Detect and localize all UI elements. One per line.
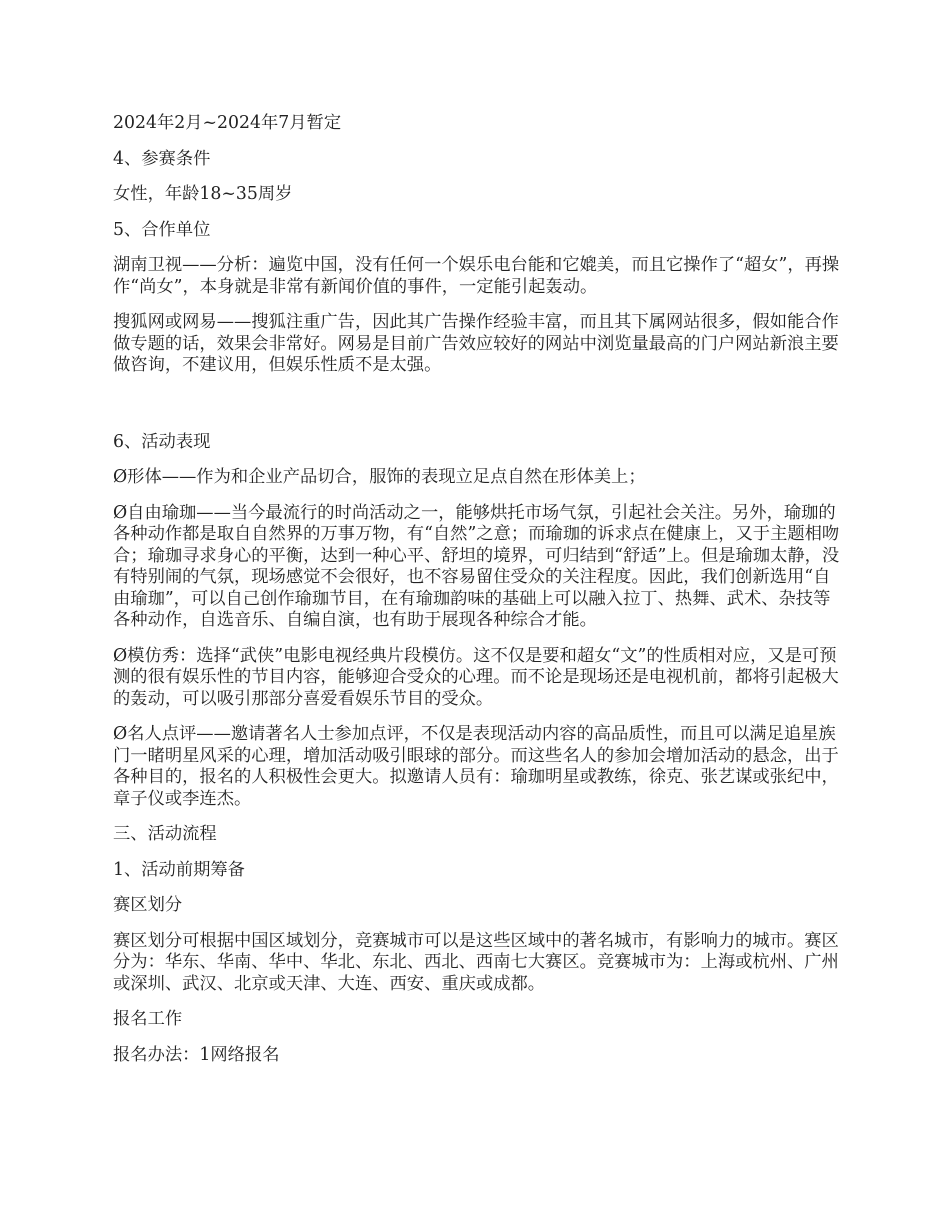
subheading-preparation: 1、活动前期筹备 bbox=[113, 859, 245, 880]
subheading-regions: 赛区划分 bbox=[113, 895, 183, 915]
section-heading-partners: 5、合作单位 bbox=[113, 219, 211, 240]
item-imitation-show: Ø模仿秀：选择“武侠”电影电视经典片段模仿。这不仅是要和超女“文”的性质相对应，又是可预测的很有娱乐性的节目内容，能够迎合受众的心理。而不论是现场还是电视机前，都将引起极大的轰动，可以吸引那部分喜爱看娱乐节目的受众。 bbox=[113, 645, 839, 709]
section-heading-eligibility: 4、参赛条件 bbox=[113, 148, 211, 169]
section-heading-performance: 6、活动表现 bbox=[113, 431, 211, 452]
item-free-yoga: Ø自由瑜珈——当今最流行的时尚活动之一，能够烘托市场气氛，引起社会关注。另外，瑜珈的各种动作都是取自自然界的万事万物，有“自然”之意；而瑜珈的诉求点在健康上，又于主题相吻合；瑜珈寻求身心的平衡，达到一种心平、舒坦的境界，可归结到“舒适”上。但是瑜珈太静，没有特别闹的气氛，现场感觉不会很好，也不容易留住受众的关注程度。因此，我们创新选用“自由瑜珈”，可以自己创作瑜珈节目，在有瑜珈韵味的基础上可以融入拉丁、热舞、武术、杂技等各种动作，自选音乐、自编自演，也有助于展现各种综合才能。 bbox=[113, 502, 840, 630]
partner-sohu-netease: 搜狐网或网易——搜狐注重广告，因此其广告操作经验丰富，而且其下属网站很多，假如能合作做专题的话，效果会非常好。网易是目前广告效应较好的网站中浏览量最高的门户网站新浪主要做咨询，不建议用，但娱乐性质不是太强。 bbox=[113, 312, 839, 375]
partner-hunan-tv: 湖南卫视——分析：遍览中国，没有任何一个娱乐电台能和它媲美，而且它操作了“超女”，再操作“尚女”，本身就是非常有新闻价值的事件，一定能引起轰动。 bbox=[113, 255, 840, 297]
section-heading-process: 三、活动流程 bbox=[113, 824, 217, 844]
schedule-dates: 2024年2月~2024年7月暂定 bbox=[113, 113, 342, 133]
paragraph-spacer bbox=[113, 391, 840, 432]
regions-text: 赛区划分可根据中国区域划分，竞赛城市可以是这些区域中的著名城市，有影响力的城市。赛区分为：华东、华南、华中、华北、东北、西北、西南七大赛区。竞赛城市为：上海或杭州、广州或深圳、武汉、北京或天津、大连、西安、重庆或成都。 bbox=[113, 930, 839, 994]
eligibility-text: 女性，年龄18~35周岁 bbox=[113, 184, 293, 204]
registration-method: 报名办法：1网络报名 bbox=[113, 1044, 280, 1065]
item-celebrity-review: Ø名人点评——邀请著名人士参加点评，不仅是表现活动内容的高品质性，而且可以满足追星族门一睹明星风采的心理，增加活动吸引眼球的部分。而这些名人的参加会增加活动的悬念，出于各种目的，报名的人积极性会更大。拟邀请人员有：瑜珈明星或教练，徐克、张艺谋或张纪中，章子仪或李连杰。 bbox=[113, 724, 839, 809]
subheading-registration: 报名工作 bbox=[113, 1009, 183, 1029]
item-body-shape: Ø形体——作为和企业产品切合，服饰的表现立足点自然在形体美上； bbox=[113, 467, 646, 487]
